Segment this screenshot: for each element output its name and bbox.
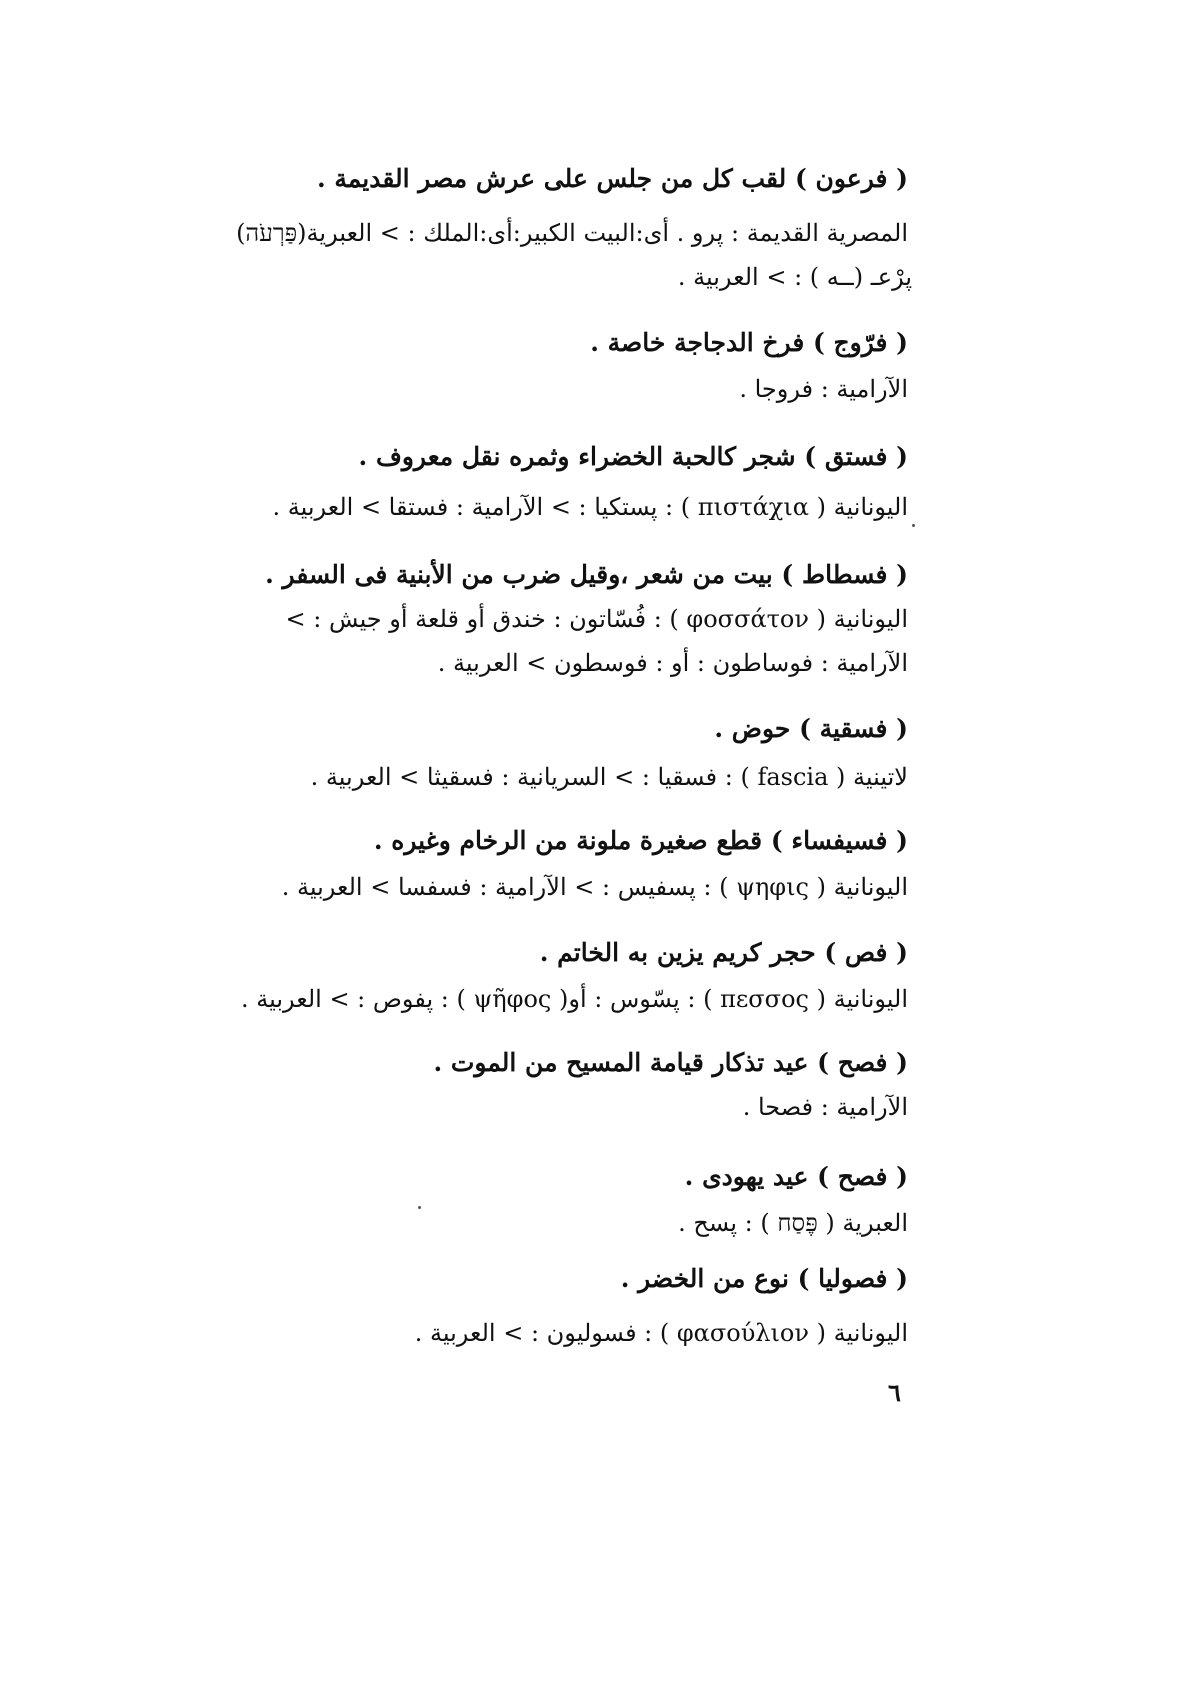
entry-etymology-firaun-2: پرْعـ (ــه ) : > العربية . <box>677 263 912 291</box>
entry-headword-fish-passover: ( فصح ) عيد يهودى . <box>684 1162 908 1191</box>
entry-headword-fasqiya: ( فسقية ) حوض . <box>714 714 908 743</box>
entry-headword-fustat: ( فسطاط ) بيت من شعر ،وقيل ضرب من الأبنية فى السفر . <box>265 560 908 589</box>
scan-speck <box>912 524 915 527</box>
entry-headword-fass: ( فص ) حجر كريم يزين به الخاتم . <box>539 938 908 967</box>
entry-headword-fasulya: ( فصوليا ) نوع من الخضر . <box>620 1264 908 1293</box>
entry-etymology-firaun-1: المصرية القديمة : پرو . أى:البيت الكبير:أى:الملك : > العبرية(פַּרְעֹה) <box>236 219 908 247</box>
entry-headword-fusayfisa: ( فسيفساء ) قطع صغيرة ملونة من الرخام وغيره . <box>373 826 908 855</box>
entry-headword-firaun: ( فرعون ) لقب كل من جلس على عرش مصر القديمة . <box>317 164 908 193</box>
entry-etymology-fustat-1: اليونانية ( φοσσάτον ) : فُسّاتون : خندق أو قلعة أو جيش : > <box>285 605 908 633</box>
scan-speck <box>418 1206 421 1209</box>
entry-etymology-fasulya-1: اليونانية ( φασούλιον ) : فسوليون : > العربية . <box>414 1319 908 1347</box>
entry-headword-fustuq: ( فستق ) شجر كالحبة الخضراء وثمره نقل معروف . <box>358 442 908 471</box>
page-number: ٦ <box>888 1378 901 1407</box>
entry-etymology-fish-passover-1: العبرية ( פֶּסַח ) : پسح . <box>678 1209 908 1237</box>
entry-headword-farruj: ( فرّوج ) فرخ الدجاجة خاصة . <box>590 328 908 357</box>
entry-headword-fish-easter: ( فصح ) عيد تذكار قيامة المسيح من الموت . <box>433 1048 908 1077</box>
entry-etymology-fish-easter-1: الآرامية : فصحا . <box>742 1093 908 1121</box>
entry-etymology-farruj-1: الآرامية : فروجا . <box>739 375 908 403</box>
entry-etymology-fasqiya-1: لاتينية ( fascia ) : فسقيا : > السريانية : فسقيثا > العربية . <box>310 763 908 791</box>
entry-etymology-fusayfisa-1: اليونانية ( ψηφις ) : پسفيس : > الآرامية : فسفسا > العربية . <box>281 873 908 901</box>
entry-etymology-fustat-2: الآرامية : فوساطون : أو : فوسطون > العربية . <box>437 649 908 677</box>
entry-etymology-fustuq-1: اليونانية ( πιστάχια ) : پستكيا : > الآرامية : فستقا > العربية . <box>272 493 908 521</box>
entry-etymology-fass-1: اليونانية ( πεσσος ) : پسّوس : أو( ψῆφος ) : پفوص : > العربية . <box>240 985 908 1013</box>
